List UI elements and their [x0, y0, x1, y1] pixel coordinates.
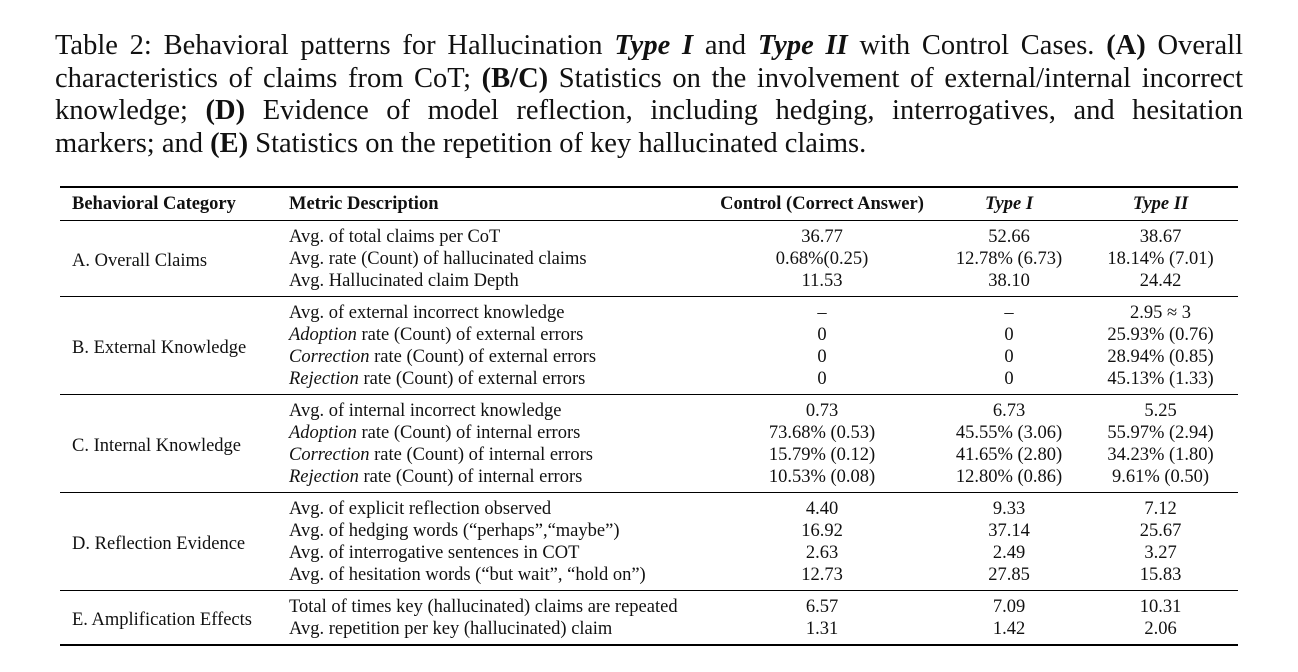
metric-text: Avg. of external incorrect knowledge — [289, 303, 565, 323]
metric-text: rate (Count) of internal errors — [369, 445, 593, 465]
metric-text: Avg. of explicit reflection observed — [289, 499, 552, 519]
caption-type-ii: Type II — [757, 30, 848, 61]
type-i-value-cell: 37.14 — [988, 521, 1030, 541]
type-ii-value-cell: 38.67 — [1139, 227, 1182, 247]
type-i-value-cell: 45.55% (3.06) — [955, 423, 1063, 443]
table-row — [60, 493, 1238, 521]
type-ii-value-cell: 34.23% (1.80) — [1107, 445, 1214, 465]
metric-text: rate (Count) of internal errors — [356, 423, 581, 443]
metric-emphasis: Adoption — [289, 325, 357, 345]
type-i-value-cell: 0 — [1004, 325, 1014, 345]
type-ii-value-cell: 18.14% (7.01) — [1107, 249, 1214, 269]
category-cell: E. Amplification Effects — [72, 610, 252, 630]
metric-text: Avg. repetition per key (hallucinated) claim — [289, 619, 613, 639]
metric-cell — [289, 221, 709, 249]
header-control: Control (Correct Answer) — [720, 193, 924, 214]
caption-text: Table 2: Behavioral patterns for Hallucination — [55, 30, 615, 61]
category-cell: B. External Knowledge — [72, 338, 247, 358]
metric-cell — [289, 270, 709, 297]
table-group — [60, 395, 1238, 493]
type-i-value-cell: 12.78% (6.73) — [955, 249, 1063, 269]
metric-text: Total of times key (hallucinated) claims are repeated — [289, 597, 678, 617]
metric-cell — [289, 248, 709, 270]
caption-text: Statistics on the repetition of key hallucinated claims. — [248, 127, 867, 159]
type-i-value-cell: 6.73 — [992, 401, 1026, 421]
category-cell: D. Reflection Evidence — [72, 534, 246, 554]
control-value-cell: 2.63 — [805, 543, 839, 563]
control-value-cell: 6.57 — [805, 597, 839, 617]
metric-emphasis: Correction — [289, 445, 370, 465]
control-value-cell: 12.73 — [801, 565, 843, 585]
metric-cell — [289, 368, 709, 395]
type-ii-value-cell: 24.42 — [1139, 271, 1182, 291]
metric-text: Avg. rate (Count) of hallucinated claims — [289, 249, 587, 269]
metric-emphasis: Correction — [289, 347, 370, 367]
control-value-cell: 11.53 — [801, 271, 843, 291]
caption-text: Overall characteristics of claims from CoT; — [55, 30, 1244, 94]
metric-cell — [289, 444, 709, 466]
caption-text: with Control Cases. — [847, 30, 1107, 61]
type-ii-value-cell: 2.95 ≈ 3 — [1129, 303, 1192, 323]
control-value-cell: 36.77 — [801, 227, 843, 247]
type-ii-value-cell: 2.06 — [1144, 619, 1177, 639]
control-value-cell: 15.79% (0.12) — [768, 445, 876, 465]
metric-text: Avg. of hesitation words (“but wait”, “hold on”) — [289, 565, 646, 585]
table-group — [60, 221, 1238, 297]
table-row — [60, 395, 1238, 423]
metric-text: rate (Count) of external errors — [356, 325, 584, 345]
type-i-value-cell: 0 — [1004, 347, 1014, 367]
table-group — [60, 493, 1238, 591]
category-cell: A. Overall Claims — [72, 251, 208, 271]
metric-cell — [289, 542, 709, 564]
metric-cell — [289, 395, 709, 423]
header-metric-description: Metric Description — [289, 193, 439, 214]
type-ii-value-cell: 25.67 — [1139, 521, 1182, 541]
type-i-value-cell: 12.80% (0.86) — [955, 467, 1063, 487]
caption-label-e: (E) — [210, 127, 249, 159]
table-group — [60, 591, 1238, 646]
category-cell: C. Internal Knowledge — [72, 436, 242, 456]
metric-text: Avg. Hallucinated claim Depth — [289, 271, 519, 291]
type-i-value-cell: 9.33 — [992, 499, 1026, 519]
metric-cell — [289, 591, 709, 619]
type-ii-value-cell: 25.93% (0.76) — [1107, 325, 1214, 345]
table-row — [60, 591, 1238, 619]
metric-cell — [289, 466, 709, 493]
table-caption — [55, 30, 1243, 160]
type-ii-value-cell: 10.31 — [1139, 597, 1182, 617]
type-ii-value-cell: 3.27 — [1144, 543, 1177, 563]
type-i-value-cell: – — [1004, 303, 1014, 323]
type-i-value-cell: 27.85 — [988, 565, 1030, 585]
header-type-ii: Type II — [1132, 193, 1189, 214]
control-value-cell: 1.31 — [805, 619, 839, 639]
header-behavioral-category: Behavioral Category — [72, 193, 236, 214]
metric-text: Avg. of hedging words (“perhaps”,“maybe”) — [289, 521, 620, 541]
caption-type-i: Type I — [614, 30, 694, 61]
caption-label-d: (D) — [205, 95, 246, 126]
caption-text: and — [693, 30, 758, 61]
table-group — [60, 297, 1238, 395]
metric-text: rate (Count) of external errors — [358, 369, 586, 389]
table-header-row — [60, 187, 1238, 221]
metric-cell — [289, 618, 709, 645]
metric-text: rate (Count) of external errors — [369, 347, 597, 367]
caption-text: Statistics on the involvement of external/internal incorrect knowledge; — [55, 62, 1243, 126]
metric-text: Avg. of internal incorrect knowledge — [289, 401, 562, 421]
metric-emphasis: Rejection — [289, 369, 359, 389]
metric-emphasis: Rejection — [289, 467, 359, 487]
type-i-value-cell: 7.09 — [992, 597, 1026, 617]
type-ii-value-cell: 28.94% (0.85) — [1107, 347, 1214, 367]
control-value-cell: 0.68%(0.25) — [775, 249, 869, 269]
metric-cell — [289, 422, 709, 444]
metric-cell — [289, 346, 709, 368]
type-ii-value-cell: 15.83 — [1139, 565, 1182, 585]
control-value-cell: 0 — [817, 325, 827, 345]
metric-emphasis: Adoption — [289, 423, 357, 443]
control-value-cell: 0 — [817, 369, 827, 389]
type-ii-value-cell: 9.61% (0.50) — [1111, 467, 1210, 487]
control-value-cell: 73.68% (0.53) — [768, 423, 876, 443]
metric-cell — [289, 297, 709, 325]
control-value-cell: 4.40 — [805, 499, 839, 519]
metric-text: rate (Count) of internal errors — [358, 467, 583, 487]
table-row — [60, 221, 1238, 249]
caption-label-a: (A) — [1106, 30, 1146, 61]
type-ii-value-cell: 45.13% (1.33) — [1107, 369, 1214, 389]
type-i-value-cell: 52.66 — [988, 227, 1030, 247]
metric-text: Avg. of interrogative sentences in COT — [289, 543, 580, 563]
metric-cell — [289, 520, 709, 542]
metric-cell — [289, 324, 709, 346]
metric-cell — [289, 493, 709, 521]
control-value-cell: 10.53% (0.08) — [768, 467, 876, 487]
type-i-value-cell: 41.65% (2.80) — [955, 445, 1063, 465]
control-value-cell: 0 — [817, 347, 827, 367]
control-value-cell: 0.73 — [805, 401, 839, 421]
caption-label-bc: (B/C) — [481, 62, 549, 94]
table-row — [60, 297, 1238, 325]
type-i-value-cell: 1.42 — [992, 619, 1026, 639]
type-ii-value-cell: 55.97% (2.94) — [1107, 423, 1214, 443]
type-ii-value-cell: 5.25 — [1144, 401, 1177, 421]
metric-cell — [289, 564, 709, 591]
header-type-i: Type I — [984, 193, 1034, 214]
caption-text: Evidence of model reflection, including hedging, interrogatives, and hesitation markers; and — [55, 95, 1243, 159]
type-ii-value-cell: 7.12 — [1144, 499, 1177, 519]
type-i-value-cell: 38.10 — [988, 271, 1030, 291]
type-i-value-cell: 0 — [1004, 369, 1014, 389]
metric-text: Avg. of total claims per CoT — [289, 227, 501, 247]
control-value-cell: 16.92 — [801, 521, 843, 541]
type-i-value-cell: 2.49 — [992, 543, 1026, 563]
results-table — [60, 186, 1238, 646]
control-value-cell: – — [817, 303, 827, 323]
